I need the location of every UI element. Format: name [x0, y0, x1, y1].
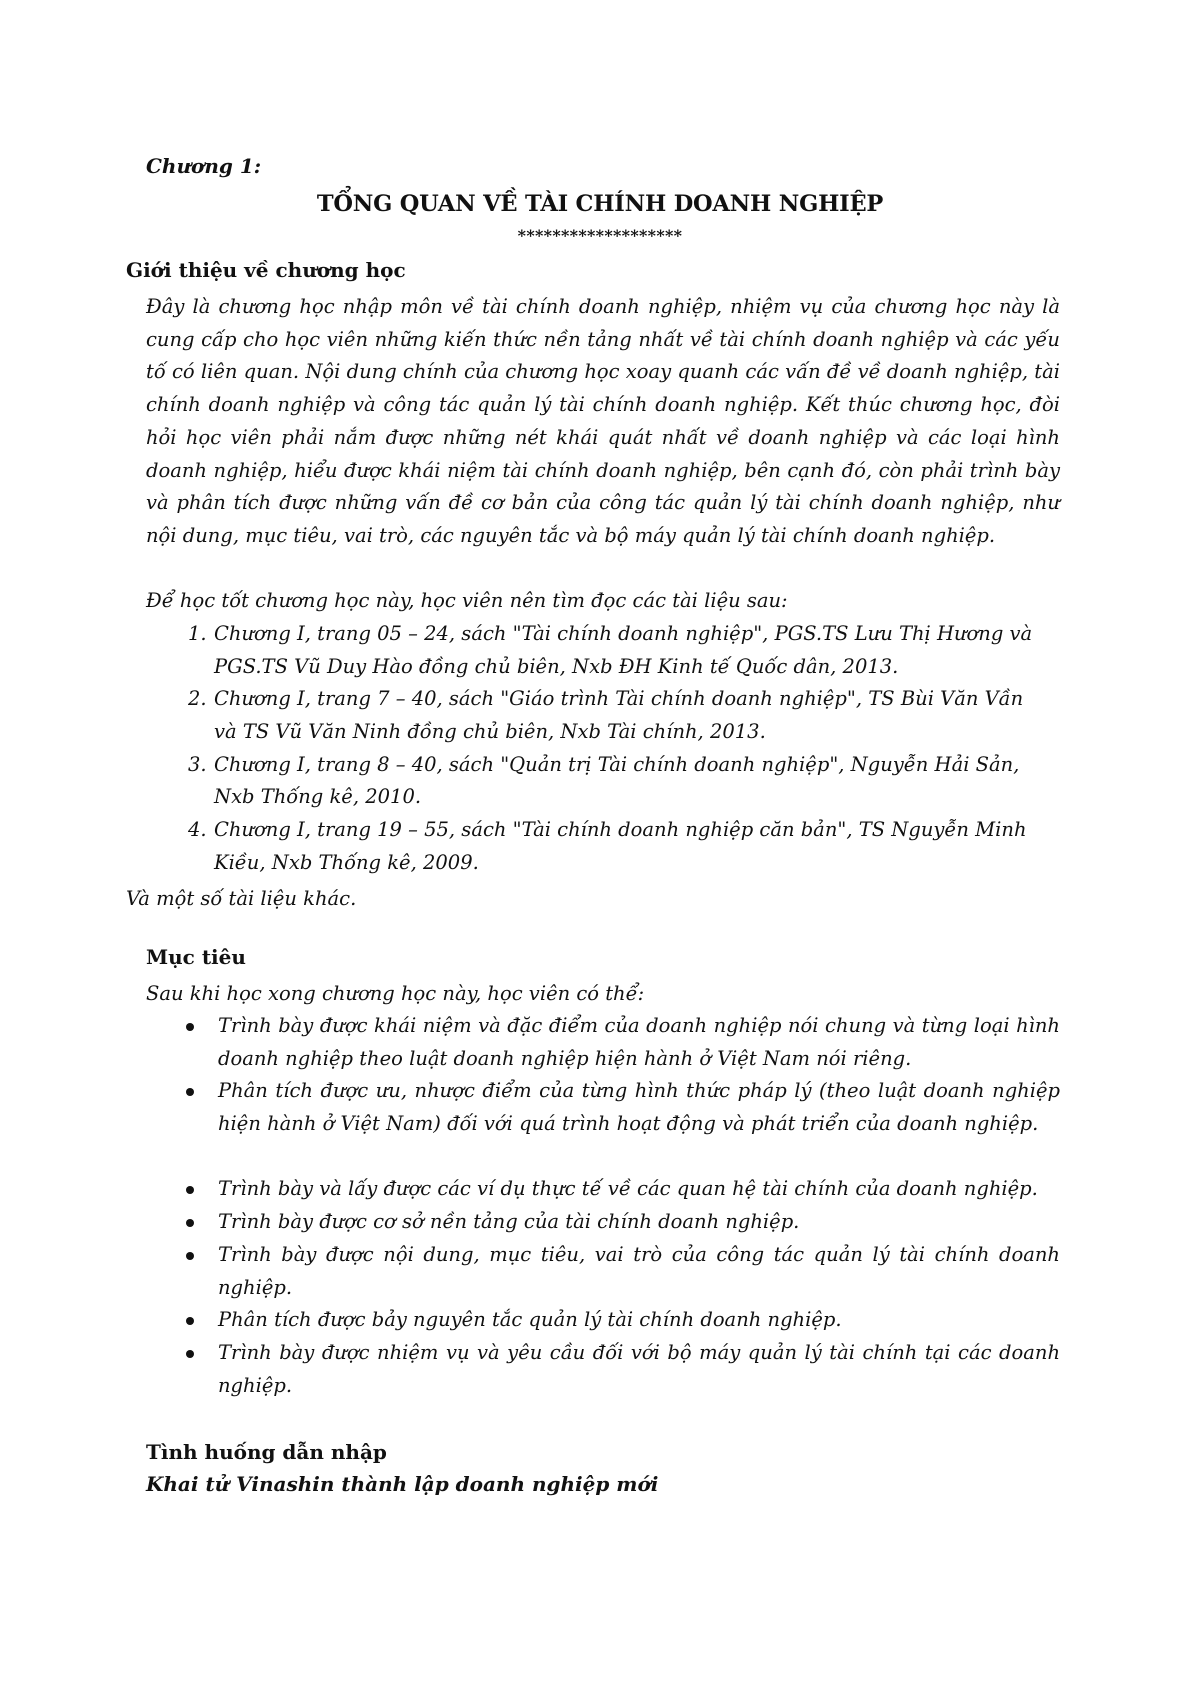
bullet-icon	[186, 1186, 194, 1194]
reference-line: PGS.TS Vũ Duy Hào đồng chủ biên, Nxb ĐH Kinh tế Quốc dân, 2013.	[214, 654, 899, 678]
bullet-icon	[186, 1252, 194, 1260]
reference-item	[146, 683, 1060, 748]
reference-item	[146, 814, 1060, 879]
case-heading: Tình huống dẫn nhập	[146, 1440, 387, 1464]
goal-text: Phân tích được ưu, nhược điểm của từng hình thức pháp lý (theo luật doanh nghiệp hiện hành ở Việt Nam) đối với quá trình hoạt động và phát triển của doanh nghiệp.	[218, 1079, 1060, 1136]
goal-text: Trình bày và lấy được các ví dụ thực tế về các quan hệ tài chính của doanh nghiệp.	[218, 1177, 1038, 1201]
reference-number: 2.	[188, 687, 207, 711]
chapter-title: TỔNG QUAN VỀ TÀI CHÍNH DOANH NGHIỆP	[316, 191, 884, 217]
goal-item	[146, 1304, 1060, 1337]
goal-text: Trình bày được cơ sở nền tảng của tài chính doanh nghiệp.	[218, 1210, 800, 1234]
goal-list	[146, 1010, 1060, 1402]
goals-heading: Mục tiêu	[146, 945, 246, 969]
bullet-icon	[186, 1088, 194, 1096]
bullet-icon	[186, 1219, 194, 1227]
reference-line: Chương I, trang 7 – 40, sách "Giáo trình Tài chính doanh nghiệp", TS Bùi Văn Vần	[214, 687, 1024, 711]
reference-line: Chương I, trang 05 – 24, sách "Tài chính doanh nghiệp", PGS.TS Lưu Thị Hương và	[214, 622, 1033, 645]
reference-line: và TS Vũ Văn Ninh đồng chủ biên, Nxb Tài chính, 2013.	[214, 720, 766, 744]
reference-number: 1.	[188, 622, 207, 645]
other-references: Và một số tài liệu khác.	[126, 887, 357, 910]
goal-item	[146, 1337, 1060, 1402]
goal-item	[146, 1173, 1060, 1206]
intro-paragraph: Đây là chương học nhập môn về tài chính doanh nghiệp, nhiệm vụ của chương học này là cung cấp cho học viên những kiến thức nền tảng nhất về tài chính doanh nghiệp và các yếu tố có liên quan. Nội dung chính của chương học xoay quanh các vấn đề về doanh nghiệp, tài chính doanh nghiệp và công tác quản lý tài chính doanh nghiệp. Kết thúc chương học, đòi hỏi học viên phải nắm được những nét khái quát nhất về doanh nghiệp và các loại hình doanh nghiệp, hiểu được khái niệm tài chính doanh nghiệp, bên cạnh đó, còn phải trình bày và phân tích được những vấn đề cơ bản của công tác quản lý tài chính doanh nghiệp, như nội dung, mục tiêu, vai trò, các nguyên tắc và bộ máy quản lý tài chính doanh nghiệp.	[146, 295, 1060, 547]
reference-number: 3.	[188, 752, 207, 776]
reference-item	[146, 749, 1060, 814]
chapter-label: Chương 1:	[146, 154, 262, 178]
goal-item	[146, 1239, 1060, 1304]
reference-line: Kiều, Nxb Thống kê, 2009.	[214, 850, 479, 874]
reference-list	[146, 618, 1060, 880]
goal-item	[146, 1010, 1060, 1075]
reading-lead: Để học tốt chương học này, học viên nên tìm đọc các tài liệu sau:	[146, 589, 788, 612]
reference-number: 4.	[188, 818, 207, 842]
goal-text: Phân tích được bảy nguyên tắc quản lý tài chính doanh nghiệp.	[218, 1308, 842, 1332]
bullet-icon	[186, 1317, 194, 1325]
goal-text: Trình bày được khái niệm và đặc điểm của doanh nghiệp nói chung và từng loại hình doanh nghiệp theo luật doanh nghiệp hiện hành ở Việt Nam nói riêng.	[218, 1014, 1060, 1070]
bullet-icon	[186, 1350, 194, 1358]
reference-line: Chương I, trang 19 – 55, sách "Tài chính doanh nghiệp căn bản", TS Nguyễn Minh	[214, 818, 1027, 842]
goals-lead: Sau khi học xong chương học này, học viên có thể:	[146, 982, 645, 1005]
goal-item	[146, 1206, 1060, 1239]
goal-text: Trình bày được nhiệm vụ và yêu cầu đối với bộ máy quản lý tài chính tại các doanh nghiệp.	[218, 1340, 1060, 1397]
reference-item	[146, 618, 1060, 683]
case-title: Khai tử Vinashin thành lập doanh nghiệp mới	[146, 1472, 659, 1496]
reference-line: Nxb Thống kê, 2010.	[214, 785, 422, 809]
goal-text: Trình bày được nội dung, mục tiêu, vai trò của công tác quản lý tài chính doanh nghiệp.	[218, 1242, 1060, 1299]
bullet-icon	[186, 1023, 194, 1031]
title-separator: *******************	[517, 226, 683, 245]
intro-heading: Giới thiệu về chương học	[126, 258, 406, 282]
goal-item	[146, 1075, 1060, 1173]
reference-line: Chương I, trang 8 – 40, sách "Quản trị Tài chính doanh nghiệp", Nguyễn Hải Sản,	[214, 752, 1020, 776]
